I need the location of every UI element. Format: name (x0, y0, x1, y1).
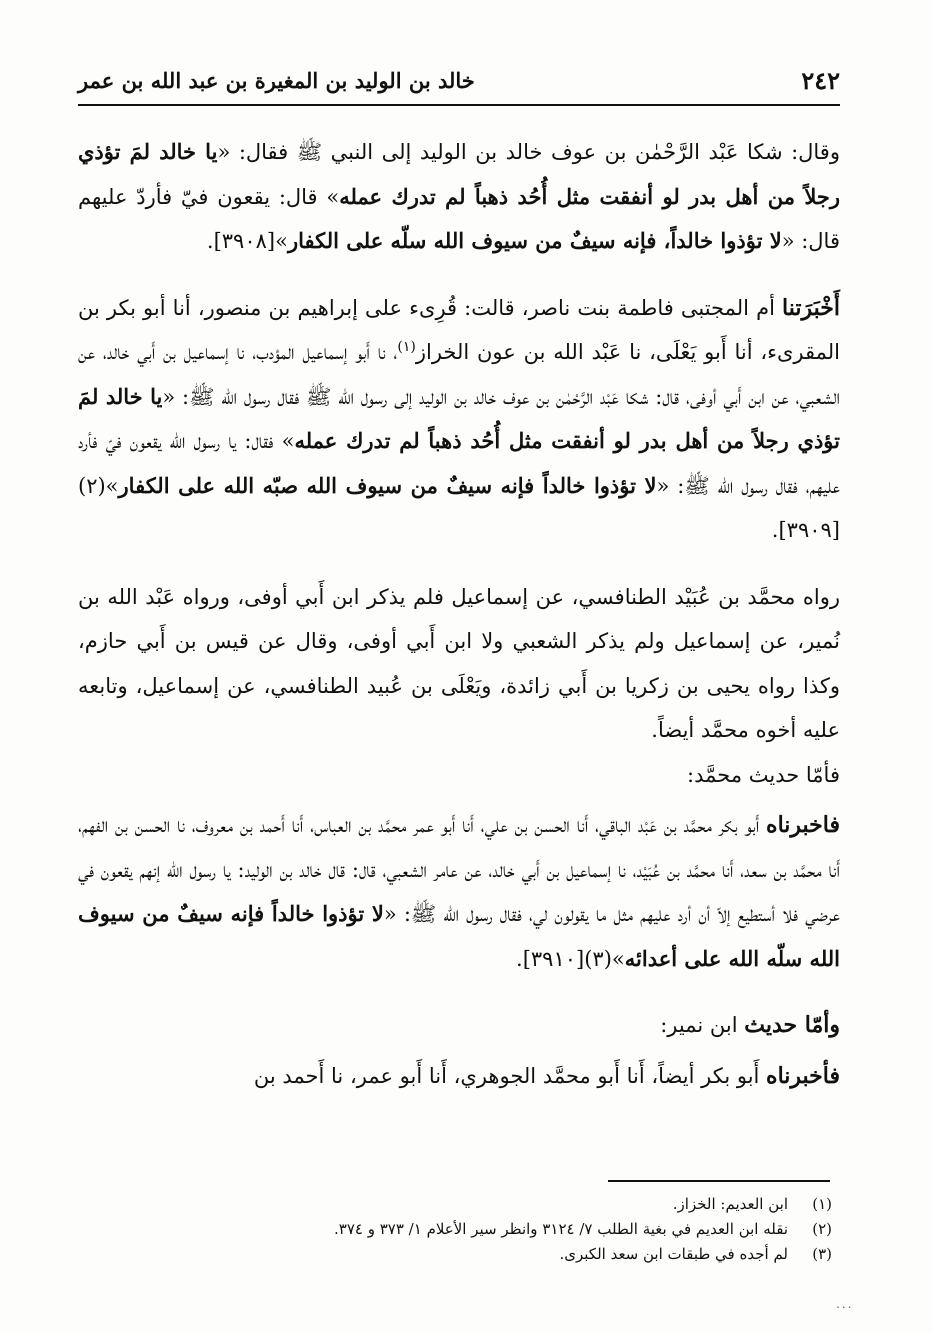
text-run: وقال: شكا عَبْد الرَّحْمٰن بن عوف خالد بن الوليد إلى النبي ﷺ فقال: « (217, 140, 840, 164)
running-header (78, 66, 840, 100)
paragraph-2 (78, 286, 840, 553)
hadith-quote: لا تؤذوا خالداً فإنه سيفٌ من سيوف الله سلّه الله على أعدائه (78, 901, 840, 971)
hadith-number: [٣٩٠٩]. (771, 518, 840, 542)
footnote-number: (١) (812, 1195, 832, 1213)
text-run: ، نا أَبو إسماعيل المؤدب، نا إسماعيل بن أَبي خالد، عن الشعبي، عن ابن أَبي أوفى، قال: شكا عَبْد الرَّحْمٰن بن عوف خالد بن الوليد إلى رسول الله ﷺ فقال رسول الله ﷺ: « (78, 340, 840, 409)
paragraph-4: فأمّا حديث محمَّد: (687, 762, 840, 787)
footnote-text: ابن العديم: الخزاز. (672, 1195, 788, 1213)
section-lead: وأمّا حديث (744, 1012, 840, 1038)
text-run: » قال: يقعون فيّ فأردّ عليهم قال: « (78, 184, 840, 253)
footnote-2 (200, 1217, 832, 1242)
hadith-number: [٣٩١٠]. (516, 946, 585, 971)
footnote-ref-3[interactable]: »(٣) (584, 946, 625, 971)
footnote-ref-1[interactable]: (١) (397, 339, 416, 355)
footnote-3 (200, 1242, 832, 1267)
footnote-number: (٢) (812, 1220, 832, 1238)
text-run: أَبو بكر أيضاً، أَنا أَبو محمَّد الجوهري، أَنا أَبو عمر، نا أَحمد بن (253, 1063, 767, 1088)
page-mark: ... (836, 1297, 854, 1311)
hadith-number: »[٣٩٠٨]. (206, 229, 288, 253)
isnad-lead: فأخبرناه (766, 1062, 840, 1089)
footnote-text: نقله ابن العديم في بغية الطلب ٧/ ٣١٢٤ وانظر سير الأعلام ١/ ٣٧٣ و ٣٧٤. (334, 1220, 788, 1238)
page-number: ٢٤٢ (801, 66, 840, 95)
hadith-quote: يا خالد لمَ تؤذي رجلاً من أهل بدر لو أنفقت مثل أُحُد ذهباً لم تدرك عمله (78, 383, 840, 453)
footnotes (200, 1192, 832, 1267)
paragraph-6 (78, 1003, 840, 1048)
paragraph-3: رواه محمَّد بن عُبَيْد الطنافسي، عن إسماعيل فلم يذكر ابن أَبي أوفى، ورواه عَبْد الله بن نُمير، عن إسماعيل ولم يذكر الشعبي ولا ابن أَبي أوفى، وقال عن قيس بن أَبي حازم، وكذا رواه يحيى بن زكريا بن أَبي زائدة، ويَعْلَى بن عُبيد الطنافسي، عن إسماعيل، وتابعه عليه أخوه محمَّد أيضاً. (78, 584, 840, 742)
isnad-lead: أَخْبَرَتنا (782, 294, 840, 321)
footnote-number: (٣) (812, 1245, 832, 1263)
text-run: ابن نمير: (660, 1013, 745, 1037)
hadith-quote: لا تؤذوا خالداً فإنه سيفٌ من سيوف الله صبّه الله على الكفار (118, 472, 657, 498)
text-run: أَبو بكر محمَّد بن عَبْد الباقي، أَنا الحسن بن علي، أَنا أَبو عمر محمَّد بن العباس، أَنا أَحمد بن معروف، نا الحسن بن الفهم، أَنا محمَّد بن سعد، أَنا محمَّد بن عُبَيْد، نا إسماعيل بن أَبي خالد، عن عامر الشعبي، قال: قال خالد بن الوليد: يا رسول الله إنهم يقعون في عرضي فلا أستطيع إلاّ أن أرد عليهم مثل ما يقولون لي، فقال رسول الله ﷺ: « (78, 813, 840, 926)
footnote-rule (608, 1180, 830, 1182)
footnote-1 (200, 1192, 832, 1217)
footnote-text: لم أجده في طبقات ابن سعد الكبرى. (559, 1245, 788, 1263)
text-run: أم المجتبى فاطمة بنت ناصر، قالت: قُرِىء على إبراهيم بن منصور، أنا أبو بكر بن المقرىء، أنا أَبو يَعْلَى، نا عَبْد الله بن عون الخراز (78, 295, 841, 364)
isnad-lead: فاخبرناه (766, 812, 840, 838)
hadith-quote: لا تؤذوا خالداً، فإنه سيفٌ من سيوف الله سلّه على الكفار (287, 228, 782, 253)
hadith-quote: يا خالد لمَ تؤذي رجلاً من أهل بدر لو أنفقت مثل أُحُد ذهباً لم تدرك عمله (78, 139, 840, 209)
paragraph-1 (78, 130, 840, 264)
footnote-ref-2[interactable]: »(٢) (78, 473, 119, 498)
text-run: » فقال: يا رسول الله يقعون فيّ فأرد عليهم، فقال رسول الله ﷺ: « (78, 429, 841, 498)
body-text (78, 130, 840, 1098)
paragraph-5 (78, 803, 840, 981)
paragraph-7 (78, 1054, 840, 1099)
running-title: خالد بن الوليد بن المغيرة بن عبد الله بن عمر (78, 68, 475, 93)
header-rule (78, 104, 840, 106)
